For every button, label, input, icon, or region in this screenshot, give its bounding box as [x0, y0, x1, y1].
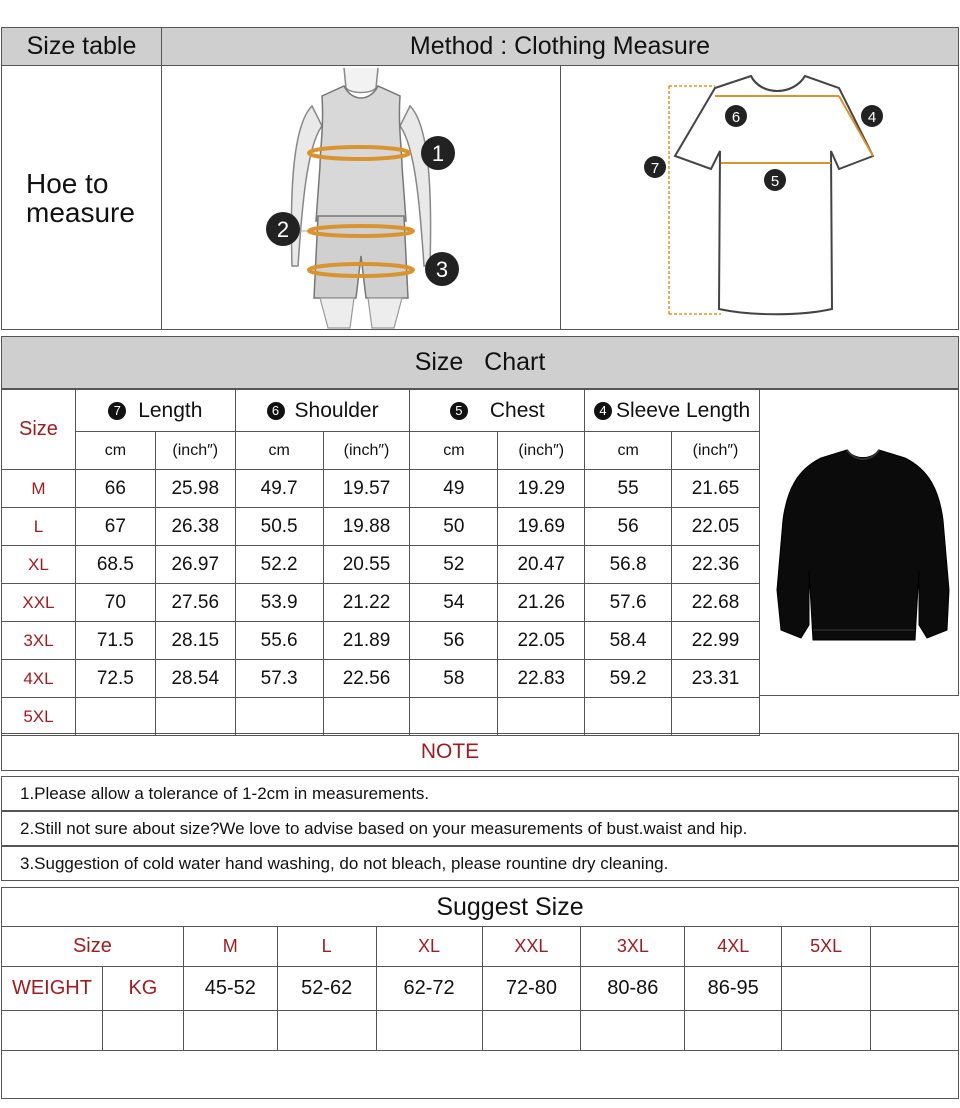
svg-text:2: 2	[276, 217, 290, 242]
chart-cell	[672, 698, 760, 736]
size-table-header	[1, 27, 162, 66]
chart-row	[2, 546, 760, 584]
chart-cell: 25.98	[155, 470, 235, 508]
chart-cell: 21.65	[672, 470, 760, 508]
note-line-1-text: 1.Please allow a tolerance of 1-2cm in measurements.	[20, 783, 430, 803]
chart-cell: 70	[75, 584, 155, 622]
chart-cell: 52.2	[235, 546, 323, 584]
svg-text:4: 4	[867, 109, 877, 126]
suggest-empty-row	[2, 1011, 959, 1051]
unit-inch: (inch″)	[323, 432, 410, 470]
suggest-size-header	[1, 887, 959, 927]
size-chart-title: Size Chart	[414, 348, 546, 376]
weight-value-xxl: 72-80	[482, 967, 581, 1011]
chart-cell: 49.7	[235, 470, 323, 508]
suggest-size-xxl: XXL	[482, 927, 581, 967]
unit-inch: (inch″)	[498, 432, 585, 470]
kg-label: KG	[102, 967, 183, 1011]
note-title: NOTE	[420, 740, 480, 763]
weight-value-m: 45-52	[183, 967, 277, 1011]
unit-cm: cm	[585, 432, 672, 470]
size-label: XXL	[2, 584, 76, 622]
suggest-size-row	[2, 927, 959, 967]
weight-value-5xl	[782, 967, 871, 1011]
chart-cell: 28.15	[155, 622, 235, 660]
chart-cell	[75, 698, 155, 736]
chart-cell: 21.89	[323, 622, 410, 660]
chart-cell: 54	[410, 584, 498, 622]
chart-cell: 21.22	[323, 584, 410, 622]
chart-cell: 53.9	[235, 584, 323, 622]
chart-cell: 22.05	[498, 622, 585, 660]
size-label: 5XL	[2, 698, 76, 736]
chart-cell: 22.83	[498, 660, 585, 698]
suggest-weight-row	[2, 967, 959, 1011]
note-line-2	[1, 811, 959, 846]
chart-cell: 71.5	[75, 622, 155, 660]
unit-inch: (inch″)	[672, 432, 760, 470]
suggest-empty-cell	[685, 1011, 782, 1051]
note-line-3-text: 3.Suggestion of cold water hand washing, do not bleach, please rountine dry cleaning.	[20, 853, 669, 873]
size-label: 3XL	[2, 622, 76, 660]
chart-cell	[235, 698, 323, 736]
chart-cell: 23.31	[672, 660, 760, 698]
size-label: XL	[2, 546, 76, 584]
weight-value-xl: 62-72	[376, 967, 482, 1011]
suggest-size-m: M	[183, 927, 277, 967]
chart-cell: 20.55	[323, 546, 410, 584]
chart-row	[2, 622, 760, 660]
suggest-size-4xl: 4XL	[685, 927, 782, 967]
sleeve-length-label: Sleeve Length	[615, 398, 751, 422]
suggest-empty-cell	[871, 1011, 959, 1051]
callout-5-icon	[764, 169, 786, 191]
chart-cell: 58.4	[585, 622, 672, 660]
chart-cell: 58	[410, 660, 498, 698]
chart-cell: 59.2	[585, 660, 672, 698]
chart-cell: 56	[410, 622, 498, 660]
tshirt-figure-panel	[560, 65, 959, 330]
callout-2-icon	[266, 212, 300, 246]
suggest-bottom-row	[2, 1051, 959, 1099]
suggest-empty-cell	[581, 1011, 685, 1051]
suggest-empty-cell	[871, 927, 959, 967]
chart-row	[2, 660, 760, 698]
body-figure-illustration	[162, 66, 560, 329]
chart-cell: 22.36	[672, 546, 760, 584]
suggest-empty-cell	[102, 1011, 183, 1051]
size-table-label: Size table	[26, 32, 137, 60]
chart-cell	[410, 698, 498, 736]
chart-cell: 55.6	[235, 622, 323, 660]
chart-cell: 21.26	[498, 584, 585, 622]
tshirt-illustration	[561, 66, 958, 329]
chart-cell: 56	[585, 508, 672, 546]
callout-4-icon	[861, 105, 883, 127]
chart-cell: 27.56	[155, 584, 235, 622]
size-chart-header	[1, 336, 959, 389]
suggest-size-l: L	[277, 927, 376, 967]
chart-cell: 49	[410, 470, 498, 508]
weight-value-4xl: 86-95	[685, 967, 782, 1011]
chart-cell	[585, 698, 672, 736]
note-line-1	[1, 776, 959, 811]
weight-value-3xl: 80-86	[581, 967, 685, 1011]
suggest-size-xl: XL	[376, 927, 482, 967]
svg-text:1: 1	[431, 141, 445, 166]
chart-cell: 52	[410, 546, 498, 584]
size-chart-table	[1, 389, 760, 736]
suggest-empty-cell	[2, 1011, 103, 1051]
suggest-empty-cell	[782, 1011, 871, 1051]
chart-cell: 19.57	[323, 470, 410, 508]
shoulder-label: Shoulder	[294, 398, 379, 422]
chart-cell: 22.99	[672, 622, 760, 660]
chart-row	[2, 508, 760, 546]
chest-label: Chest	[489, 398, 545, 422]
size-column-header: Size	[2, 390, 76, 470]
chart-header-row	[2, 390, 760, 432]
callout-7-icon	[644, 156, 666, 178]
unit-inch: (inch″)	[155, 432, 235, 470]
note-title-row	[1, 733, 959, 771]
suggest-size-3xl: 3XL	[581, 927, 685, 967]
chart-cell: 19.29	[498, 470, 585, 508]
svg-text:5: 5	[770, 173, 780, 190]
note-line-3	[1, 846, 959, 881]
chart-cell: 19.69	[498, 508, 585, 546]
chart-cell: 50.5	[235, 508, 323, 546]
chart-cell: 57.3	[235, 660, 323, 698]
chart-cell: 22.68	[672, 584, 760, 622]
sweatshirt-image	[759, 390, 959, 695]
chart-cell: 28.54	[155, 660, 235, 698]
shoulder-column-header	[235, 390, 410, 432]
number-6-icon: 6	[267, 402, 285, 420]
suggest-empty-cell	[871, 967, 959, 1011]
sweatshirt-image-cell	[759, 389, 959, 696]
number-5-icon: 5	[450, 402, 468, 420]
chart-cell: 56.8	[585, 546, 672, 584]
suggest-size-label: Size	[2, 927, 184, 967]
callout-3-icon	[425, 252, 459, 286]
note-line-2-text: 2.Still not sure about size?We love to advise based on your measurements of bust.waist and hip.	[20, 818, 748, 838]
chart-cell: 50	[410, 508, 498, 546]
svg-text:7: 7	[650, 160, 660, 177]
suggest-empty-cell	[183, 1011, 277, 1051]
how-to-line-2: measure	[26, 196, 135, 228]
number-7-icon: 7	[108, 402, 126, 420]
chart-cell: 22.56	[323, 660, 410, 698]
chart-cell	[498, 698, 585, 736]
unit-cm: cm	[410, 432, 498, 470]
chart-cell: 26.97	[155, 546, 235, 584]
method-label: Method : Clothing Measure	[409, 32, 711, 60]
chart-cell: 55	[585, 470, 672, 508]
suggest-empty-cell	[277, 1011, 376, 1051]
size-label: 4XL	[2, 660, 76, 698]
chart-cell: 19.88	[323, 508, 410, 546]
chart-cell: 22.05	[672, 508, 760, 546]
chart-cell: 68.5	[75, 546, 155, 584]
chart-row	[2, 584, 760, 622]
chest-column-header	[410, 390, 585, 432]
suggest-empty-cell	[482, 1011, 581, 1051]
how-to-line-1: Hoe to	[26, 167, 109, 199]
suggest-empty-cell	[376, 1011, 482, 1051]
suggest-size-5xl: 5XL	[782, 927, 871, 967]
suggest-size-table	[1, 926, 959, 1099]
chart-cell: 20.47	[498, 546, 585, 584]
body-figure-panel	[161, 65, 561, 330]
number-4-icon: 4	[594, 402, 612, 420]
chart-cell: 67	[75, 508, 155, 546]
chart-row	[2, 698, 760, 736]
chart-cell	[155, 698, 235, 736]
callout-1-icon	[421, 136, 455, 170]
length-column-header	[75, 390, 235, 432]
unit-cm: cm	[75, 432, 155, 470]
callout-6-icon	[725, 105, 747, 127]
chart-row	[2, 470, 760, 508]
chart-cell	[323, 698, 410, 736]
weight-value-l: 52-62	[277, 967, 376, 1011]
svg-text:6: 6	[731, 109, 741, 126]
chart-cell: 26.38	[155, 508, 235, 546]
suggest-size-title: Suggest Size	[436, 892, 584, 921]
length-label: Length	[138, 398, 203, 422]
weight-label: WEIGHT	[2, 967, 103, 1011]
chart-cell: 66	[75, 470, 155, 508]
method-header	[161, 27, 959, 66]
size-label: L	[2, 508, 76, 546]
svg-text:3: 3	[435, 257, 449, 282]
unit-row	[2, 432, 760, 470]
unit-cm: cm	[235, 432, 323, 470]
chart-cell: 57.6	[585, 584, 672, 622]
sleeve-length-column-header	[585, 390, 760, 432]
size-label: M	[2, 470, 76, 508]
suggest-bottom-cell	[2, 1051, 959, 1099]
how-to-measure-cell	[1, 65, 162, 330]
chart-cell: 72.5	[75, 660, 155, 698]
